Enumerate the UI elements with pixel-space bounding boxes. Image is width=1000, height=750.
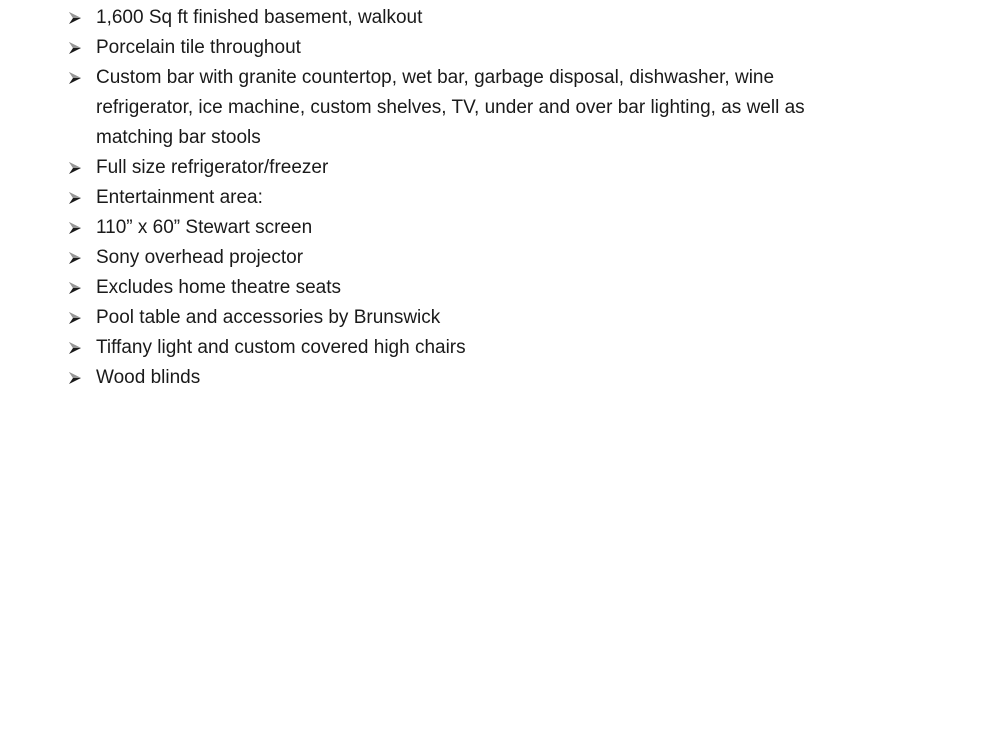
list-item-text: 110” x 60” Stewart screen: [96, 217, 313, 238]
arrowhead-bullet-icon: [68, 213, 96, 243]
list-item: [68, 363, 868, 393]
list-item-text: Wood blinds: [96, 367, 201, 388]
list-item-text: Sony overhead projector: [96, 247, 304, 268]
arrowhead-bullet-icon: [68, 333, 96, 363]
list-item: [68, 213, 868, 243]
list-item-text: Excludes home theatre seats: [96, 277, 342, 298]
list-item: [68, 333, 868, 363]
list-item: [68, 273, 868, 303]
list-item-text: Entertainment area:: [96, 187, 263, 208]
arrowhead-bullet-icon: [68, 153, 96, 183]
arrowhead-bullet-icon: [68, 363, 96, 393]
list-item-text: Tiffany light and custom covered high chairs: [96, 337, 466, 358]
list-item-text: 1,600 Sq ft finished basement, walkout: [96, 7, 423, 28]
arrowhead-bullet-icon: [68, 63, 96, 93]
list-item: [68, 243, 868, 273]
arrowhead-bullet-icon: [68, 273, 96, 303]
list-item-text: Porcelain tile throughout: [96, 37, 301, 58]
list-item: [68, 33, 868, 63]
list-item: [68, 303, 868, 333]
arrowhead-bullet-icon: [68, 243, 96, 273]
arrowhead-bullet-icon: [68, 303, 96, 333]
list-item: [68, 153, 868, 183]
list-item: [68, 63, 868, 153]
feature-list: [68, 3, 868, 393]
list-item-text: Pool table and accessories by Brunswick: [96, 307, 441, 328]
arrowhead-bullet-icon: [68, 3, 96, 33]
arrowhead-bullet-icon: [68, 33, 96, 63]
list-item: [68, 3, 868, 33]
arrowhead-bullet-icon: [68, 183, 96, 213]
list-item-text: Custom bar with granite countertop, wet bar, garbage disposal, dishwasher, wine refrigerator, ice machine, custom shelves, TV, under and over bar lighting, as well as matching bar stools: [96, 67, 805, 148]
list-item-text: Full size refrigerator/freezer: [96, 157, 329, 178]
list-item: [68, 183, 868, 213]
